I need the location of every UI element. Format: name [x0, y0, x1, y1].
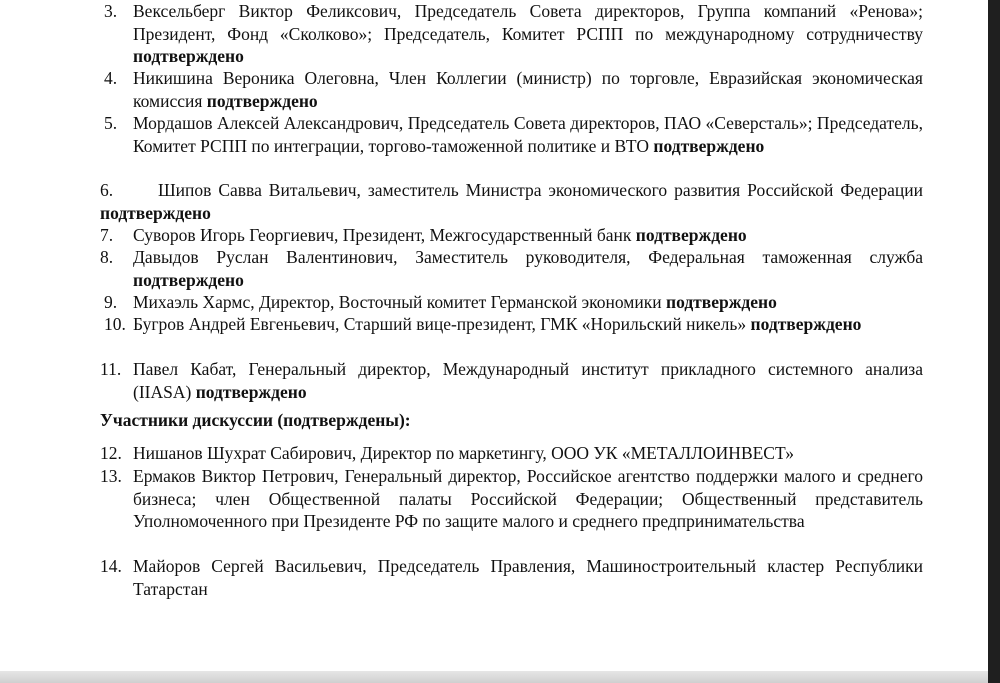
item-number: 8.: [100, 247, 114, 267]
status-confirmed: подтверждено: [195, 381, 307, 402]
item-number: 3.: [104, 1, 118, 21]
item-text: Суворов Игорь Георгиевич, Президент, Межгосударственный банк подтверждено: [133, 225, 747, 245]
item-number: 5.: [104, 113, 118, 133]
item-number: 4.: [104, 68, 118, 88]
item-number: 9.: [104, 292, 118, 312]
item-text: Мордашов Алексей Александрович, Председатель Совета директоров, ПАО «Северсталь»; Председатель, Комитет РСПП по интеграции, торгово-таможенной политике и ВТО подтверждено: [133, 113, 923, 156]
item-number: 10.: [104, 314, 126, 334]
item-text: Бугров Андрей Евгеньевич, Старший вице-президент, ГМК «Норильский никель» подтверждено: [133, 314, 862, 334]
page-bottom-shadow: [0, 671, 988, 683]
status-confirmed: подтверждено: [635, 225, 747, 245]
window-edge: [988, 0, 1000, 683]
item-number: 14.: [100, 556, 122, 576]
item-number: 12.: [100, 443, 122, 463]
item-text: Нишанов Шухрат Сабирович, Директор по маркетингу, ООО УК «МЕТАЛЛОИНВЕСТ»: [133, 443, 794, 463]
status-confirmed: подтверждено: [133, 46, 244, 66]
item-text: Ермаков Виктор Петрович, Генеральный директор, Российское агентство поддержки малого и среднего бизнеса; член Общественной палаты Российской Федерации; Общественный представитель Уполномоченного при Президенте РФ по защите малого и среднего предпринимательства: [133, 466, 923, 531]
item-text: Михаэль Хармс, Директор, Восточный комитет Германской экономики подтверждено: [133, 292, 777, 312]
item-text: Майоров Сергей Васильевич, Председатель Правления, Машиностроительный кластер Республики Татарстан: [133, 556, 923, 599]
item-text: Давыдов Руслан Валентинович, Заместитель руководителя, Федеральная таможенная служба подтверждено: [133, 247, 923, 290]
status-confirmed: подтверждено: [750, 314, 862, 334]
discussion-heading: Участники дискуссии (подтверждены):: [100, 410, 411, 430]
status-confirmed: подтверждено: [206, 90, 318, 111]
item-number: 13.: [100, 466, 122, 486]
item-number: 11.: [100, 359, 122, 379]
item-text: Шипов Савва Витальевич, заместитель Министра экономического развития Российской Федерации подтверждено: [100, 180, 923, 223]
item-text: Никишина Вероника Олеговна, Член Коллегии (министр) по торговле, Евразийская экономическая комиссия подтверждено: [133, 68, 923, 111]
status-confirmed: подтверждено: [100, 202, 211, 223]
status-confirmed: подтверждено: [653, 135, 765, 156]
item-text: Павел Кабат, Генеральный директор, Международный институт прикладного системного анализа (IIASA) подтверждено: [133, 359, 923, 402]
item-number: 7.: [100, 225, 114, 245]
item-number: 6.: [100, 180, 114, 200]
status-confirmed: подтверждено: [133, 269, 244, 290]
item-text: Вексельберг Виктор Феликсович, Председатель Совета директоров, Группа компаний «Ренова»; Президент, Фонд «Сколково»; Председатель, Комитет РСПП по международному сотрудничеству подтверждено: [133, 1, 923, 66]
status-confirmed: подтверждено: [665, 292, 777, 312]
